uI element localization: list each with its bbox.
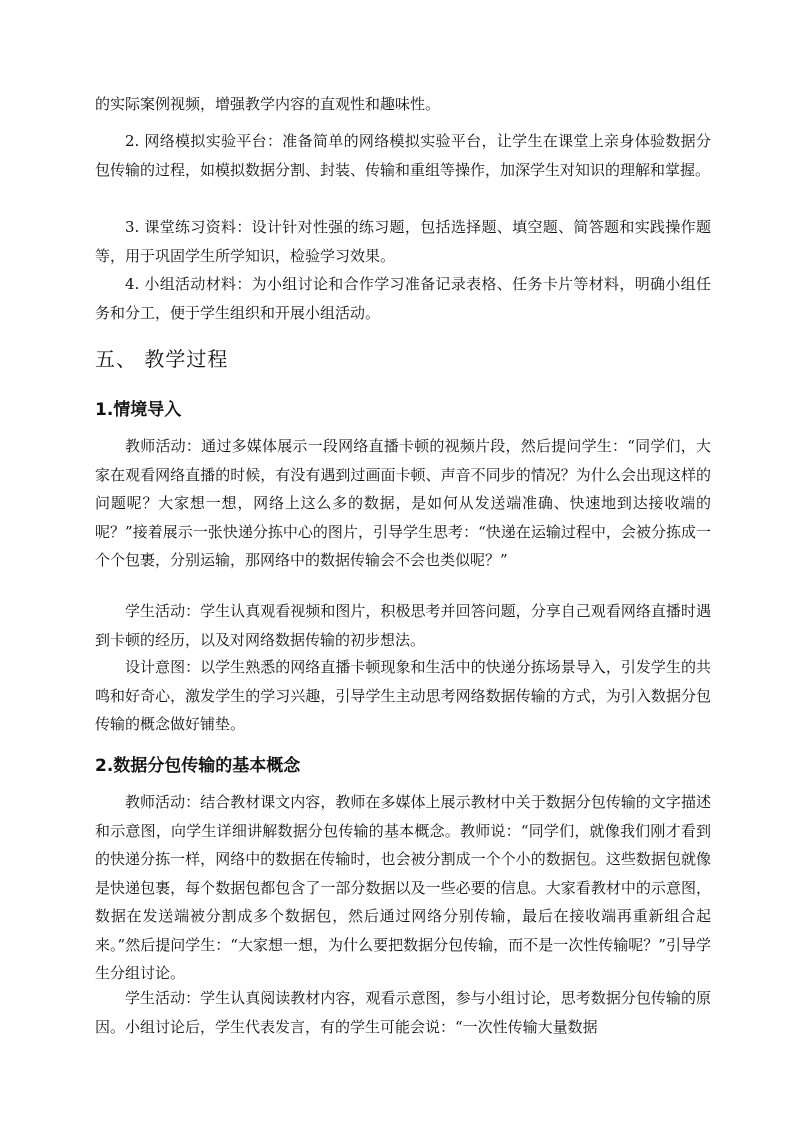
section-title-teaching-process: 五、 教学过程 xyxy=(95,347,229,371)
paragraph-group-activity-materials: 4. 小组活动材料：为小组讨论和合作学习准备记录表格、任务卡片等材料，明确小组任务和分工，便于学生组织和开展小组活动。 xyxy=(95,275,711,322)
paragraph-classroom-exercises: 3. 课堂练习资料：设计针对性强的练习题，包括选择题、填空题、简答题和实践操作题等，用于巩固学生所学知识，检验学习效果。 xyxy=(95,218,711,265)
paragraph-resource-video-end: 的实际案例视频，增强教学内容的直观性和趣味性。 xyxy=(95,95,441,113)
paragraph-intro-teacher-activity: 教师活动：通过多媒体展示一段网络直播卡顿的视频片段，然后提问学生：“同学们，大家在观看网络直播的时候，有没有遇到过画面卡顿、声音不同步的情况？为什么会出现这样的问题呢？大家想一想，网络上这么多的数据，是如何从发送端准确、快速地到达接收端的呢？”接着展示一张快递分拣中心的图片，引导学生思考：“快递在运输过程中，会被分拣成一个个包裹，分别运输，那网络中的数据传输会不会也类似呢？” xyxy=(95,437,711,569)
paragraph-network-simulation-platform: 2. 网络模拟实验平台：准备简单的网络模拟实验平台，让学生在课堂上亲身体验数据分包传输的过程，如模拟数据分割、封装、传输和重组等操作，加深学生对知识的理解和掌握。 xyxy=(95,132,711,179)
paragraph-concept-teacher-activity: 教师活动：结合教材课文内容，教师在多媒体上展示教材中关于数据分包传输的文字描述和示意图，向学生详细讲解数据分包传输的基本概念。教师说：“同学们，就像我们刚才看到的快递分拣一样，网络中的数据在传输时，也会被分割成一个个小的数据包。这些数据包就像是快递包裹，每个数据包都包含了一部分数据以及一些必要的信息。大家看教材中的示意图，数据在发送端被分割成多个数据包，然后通过网络分别传输，最后在接收端再重新组合起来。”然后提问学生：“大家想一想，为什么要把数据分包传输，而不是一次性传输呢？”引导学生分组讨论。 xyxy=(95,793,711,982)
paragraph-concept-student-activity: 学生活动：学生认真阅读教材内容，观看示意图，参与小组讨论，思考数据分包传输的原因。小组讨论后，学生代表发言，有的学生可能会说：“一次性传输大量数据 xyxy=(95,989,711,1036)
subsection-title-packet-concept: 2.数据分包传输的基本概念 xyxy=(95,756,301,776)
paragraph-intro-student-activity: 学生活动：学生认真观看视频和图片，积极思考并回答问题，分享自己观看网络直播时遇到卡顿的经历，以及对网络数据传输的初步想法。 xyxy=(95,602,711,649)
subsection-title-situation-intro: 1.情境导入 xyxy=(95,400,182,420)
paragraph-intro-design-intent: 设计意图：以学生熟悉的网络直播卡顿现象和生活中的快递分拣场景导入，引发学生的共鸣和好奇心，激发学生的学习兴趣，引导学生主动思考网络数据传输的方式，为引入数据分包传输的概念做好铺垫。 xyxy=(95,658,711,733)
